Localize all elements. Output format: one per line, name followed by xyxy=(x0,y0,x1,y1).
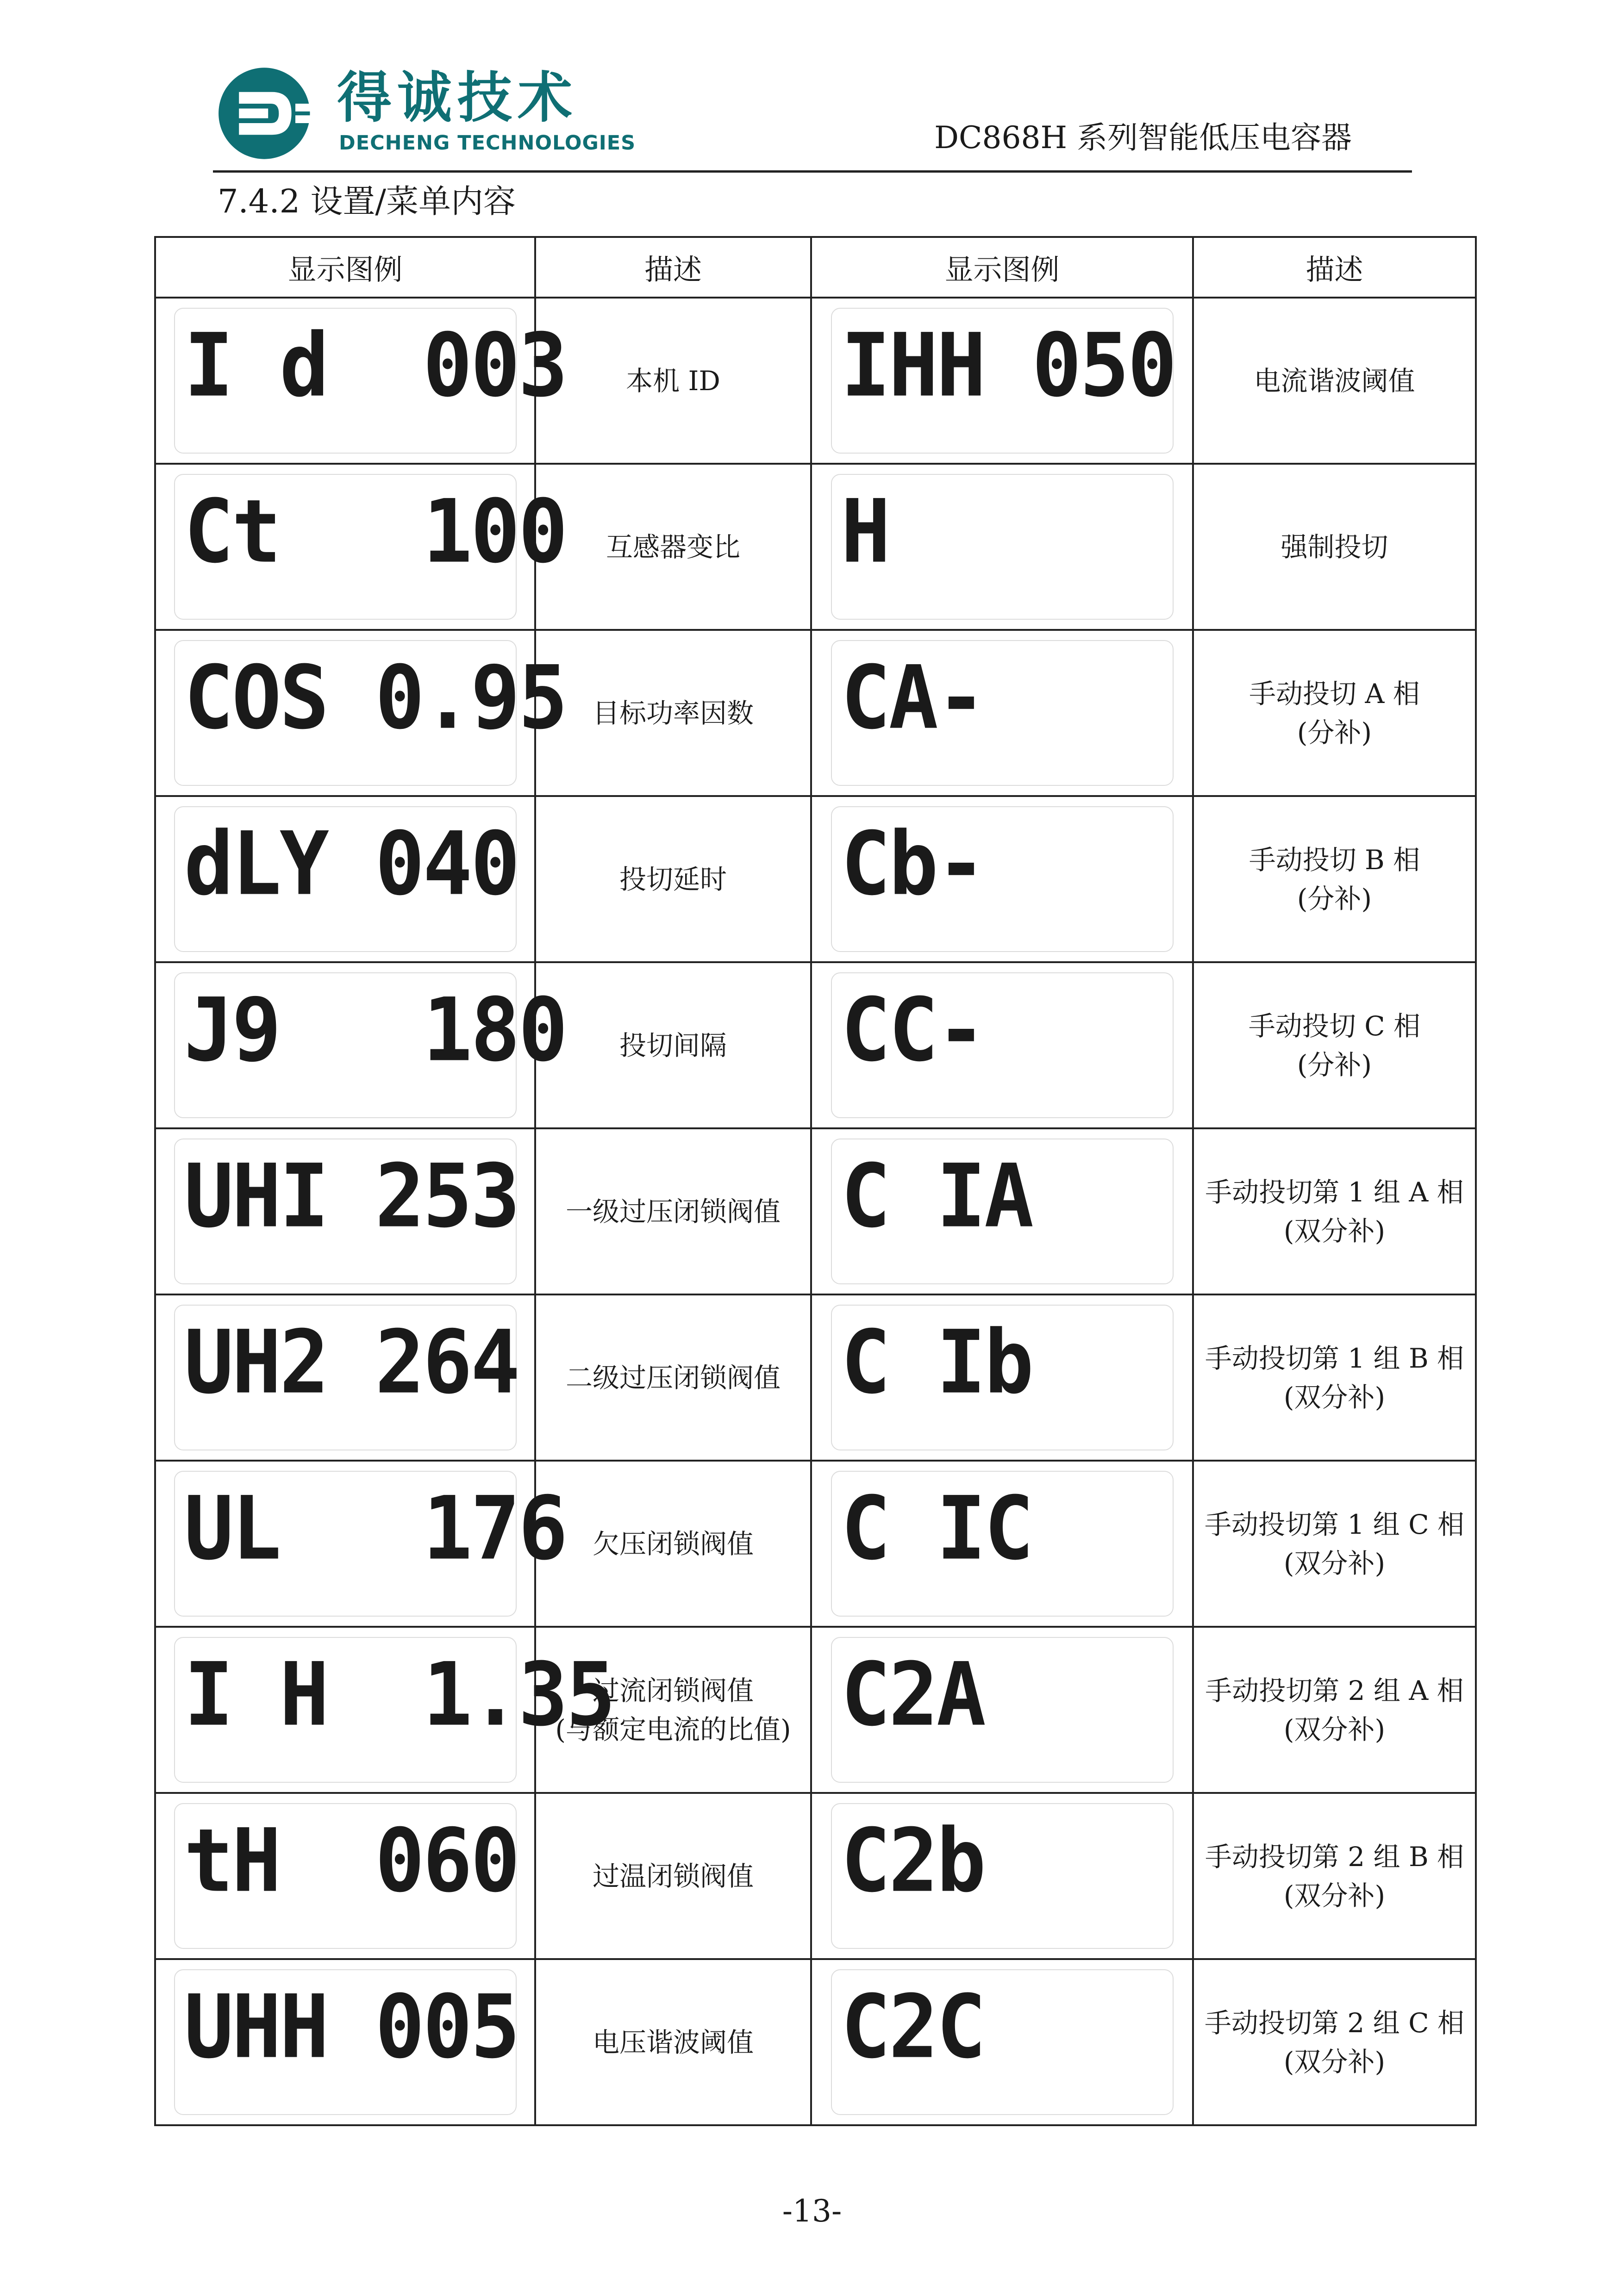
description-line: (双分补) xyxy=(1283,2046,1386,2078)
column-header-description-right: 描述 xyxy=(1193,237,1476,298)
table-row xyxy=(155,796,1476,962)
column-header-description-left: 描述 xyxy=(535,237,811,298)
table-row xyxy=(155,464,1476,630)
lcd-readout: I d 003 xyxy=(184,314,566,417)
right-description-cell xyxy=(1193,1959,1476,2125)
right-display-cell xyxy=(811,1627,1193,1793)
logo-english-name: DECHENG TECHNOLOGIES xyxy=(339,131,636,155)
left-description-cell xyxy=(535,796,811,962)
lcd-display xyxy=(174,1637,614,1783)
lcd-readout: Ct 100 xyxy=(184,480,566,583)
settings-menu-table xyxy=(154,236,1477,2126)
left-display-cell xyxy=(155,796,535,962)
description-line: (分补) xyxy=(1297,716,1372,748)
description-line: 过流闭锁阀值 xyxy=(592,1674,754,1706)
table-row xyxy=(155,1294,1476,1461)
table-row xyxy=(155,1128,1476,1294)
description-line: 投切间隔 xyxy=(619,1029,727,1061)
lcd-readout: COS 0.95 xyxy=(184,647,566,749)
page-number: -13- xyxy=(782,2193,842,2229)
left-display-cell xyxy=(155,1959,535,2125)
table-row xyxy=(155,1793,1476,1959)
lcd-display xyxy=(831,640,1174,786)
left-description-cell xyxy=(535,1128,811,1294)
lcd-readout: UH2 264 xyxy=(184,1311,518,1413)
lcd-display xyxy=(831,308,1174,454)
description-line: 互感器变比 xyxy=(606,531,740,563)
table-row xyxy=(155,298,1476,464)
right-description-cell xyxy=(1193,796,1476,962)
lcd-display xyxy=(831,1969,1174,2115)
left-display-cell xyxy=(155,962,566,1128)
left-description-cell xyxy=(535,1294,811,1461)
lcd-readout: CA- xyxy=(841,647,984,749)
description-line: 手动投切第 1 组 A 相 xyxy=(1205,1176,1464,1208)
right-display-cell xyxy=(811,1793,1193,1959)
left-display-cell xyxy=(155,1128,535,1294)
left-description-cell xyxy=(535,298,811,464)
right-display-cell xyxy=(811,1461,1193,1627)
lcd-readout: IHH 050 xyxy=(841,314,1175,417)
lcd-display xyxy=(831,1471,1174,1617)
description-line: 手动投切第 2 组 C 相 xyxy=(1204,2007,1465,2039)
left-display-cell xyxy=(155,1461,566,1627)
column-header-display-right: 显示图例 xyxy=(811,237,1193,298)
lcd-readout: I H 1.35 xyxy=(184,1643,614,1746)
description-line: 手动投切 B 相 xyxy=(1249,844,1420,876)
right-description-cell xyxy=(1193,1128,1476,1294)
table-header-row xyxy=(155,237,1476,298)
right-description-cell xyxy=(1193,962,1476,1128)
left-display-cell xyxy=(155,298,566,464)
left-display-cell xyxy=(155,1294,535,1461)
right-description-cell xyxy=(1193,1294,1476,1461)
logo-chinese-name: 得诚技术 xyxy=(337,66,578,130)
lcd-display xyxy=(174,1305,517,1450)
lcd-readout: UHH 005 xyxy=(184,1976,518,2078)
lcd-display xyxy=(831,1637,1174,1783)
right-display-cell xyxy=(811,464,1193,630)
description-line: (分补) xyxy=(1297,1049,1372,1081)
left-description-cell xyxy=(535,464,811,630)
description-line: (双分补) xyxy=(1283,1547,1386,1579)
right-display-cell xyxy=(811,630,1193,796)
left-description-cell xyxy=(535,962,811,1128)
header-divider xyxy=(213,170,1412,173)
description-line: (双分补) xyxy=(1283,1215,1386,1247)
description-line: 强制投切 xyxy=(1280,531,1388,563)
left-description-cell xyxy=(535,1461,811,1627)
company-logo xyxy=(218,60,636,167)
lcd-display xyxy=(174,308,566,454)
description-line: (分补) xyxy=(1297,883,1372,915)
table-row xyxy=(155,630,1476,796)
description-line: 投切延时 xyxy=(619,863,727,895)
lcd-display xyxy=(174,806,517,952)
left-display-cell xyxy=(155,464,566,630)
description-line: 电流谐波阈值 xyxy=(1254,365,1415,397)
right-description-cell xyxy=(1193,1461,1476,1627)
left-description-cell xyxy=(535,1959,811,2125)
left-display-cell xyxy=(155,1793,535,1959)
description-line: 一级过压闭锁阀值 xyxy=(565,1195,781,1227)
right-description-cell xyxy=(1193,630,1476,796)
decheng-logo-icon xyxy=(218,65,315,162)
right-display-cell xyxy=(811,962,1193,1128)
table-row xyxy=(155,1959,1476,2125)
description-line: 手动投切第 1 组 C 相 xyxy=(1204,1508,1465,1540)
lcd-display xyxy=(831,474,1174,620)
table-body xyxy=(155,298,1476,2125)
right-display-cell xyxy=(811,1294,1193,1461)
lcd-readout: J9 180 xyxy=(184,979,566,1081)
description-line: (双分补) xyxy=(1283,1879,1386,1911)
lcd-readout: C2b xyxy=(841,1810,984,1912)
description-line: 电压谐波阈值 xyxy=(592,2026,754,2058)
lcd-readout: UHI 253 xyxy=(184,1145,518,1247)
lcd-readout: C2C xyxy=(841,1976,984,2078)
lcd-display xyxy=(831,806,1174,952)
right-display-cell xyxy=(811,1128,1193,1294)
lcd-display xyxy=(831,1139,1174,1284)
lcd-readout: C IA xyxy=(841,1145,1032,1247)
description-line: 手动投切 A 相 xyxy=(1249,678,1420,709)
table-row xyxy=(155,962,1476,1128)
description-line: 二级过压闭锁阀值 xyxy=(565,1362,781,1394)
description-line: 手动投切第 2 组 B 相 xyxy=(1205,1841,1464,1873)
lcd-display xyxy=(174,1471,566,1617)
left-display-cell xyxy=(155,1627,614,1793)
right-display-cell xyxy=(811,1959,1193,2125)
description-line: (与额定电流的比值) xyxy=(555,1713,791,1745)
table-row xyxy=(155,1461,1476,1627)
lcd-readout: UL 176 xyxy=(184,1477,566,1580)
lcd-readout: dLY 040 xyxy=(184,813,518,915)
lcd-readout: CC- xyxy=(841,979,984,1081)
right-display-cell xyxy=(811,796,1193,962)
lcd-display xyxy=(831,1305,1174,1450)
left-display-cell xyxy=(155,630,566,796)
lcd-readout: Cb- xyxy=(841,813,984,915)
description-line: 目标功率因数 xyxy=(592,697,754,729)
right-description-cell xyxy=(1193,464,1476,630)
description-line: 本机 ID xyxy=(626,365,720,397)
right-description-cell xyxy=(1193,298,1476,464)
lcd-display xyxy=(831,972,1174,1118)
description-line: 欠压闭锁阀值 xyxy=(592,1528,754,1560)
right-display-cell xyxy=(811,298,1193,464)
right-description-cell xyxy=(1193,1793,1476,1959)
left-description-cell xyxy=(535,1793,811,1959)
column-header-display-left: 显示图例 xyxy=(155,237,535,298)
lcd-readout: H xyxy=(841,480,889,583)
document-title: DC868H 系列智能低压电容器 xyxy=(934,120,1352,156)
lcd-display xyxy=(174,972,566,1118)
lcd-display xyxy=(174,474,566,620)
description-line: (双分补) xyxy=(1283,1713,1386,1745)
lcd-readout: C2A xyxy=(841,1643,984,1746)
description-line: 手动投切第 1 组 B 相 xyxy=(1205,1342,1464,1374)
right-description-cell xyxy=(1193,1627,1476,1793)
description-line: (双分补) xyxy=(1283,1381,1386,1413)
left-description-cell xyxy=(535,630,811,796)
lcd-display xyxy=(174,640,566,786)
lcd-display xyxy=(174,1803,517,1949)
section-heading: 7.4.2 设置/菜单内容 xyxy=(218,182,516,220)
lcd-display xyxy=(831,1803,1174,1949)
description-line: 过温闭锁阀值 xyxy=(592,1860,754,1892)
table-row xyxy=(155,1627,1476,1793)
description-line: 手动投切 C 相 xyxy=(1248,1010,1421,1042)
lcd-readout: C IC xyxy=(841,1477,1032,1580)
lcd-readout: tH 060 xyxy=(184,1810,518,1912)
lcd-display xyxy=(174,1139,517,1284)
lcd-display xyxy=(174,1969,517,2115)
description-line: 手动投切第 2 组 A 相 xyxy=(1205,1674,1464,1706)
lcd-readout: C Ib xyxy=(841,1311,1032,1413)
